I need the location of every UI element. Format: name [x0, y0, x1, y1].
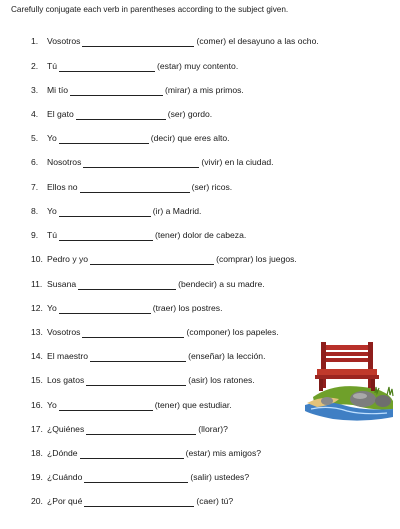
exercise-item [31, 156, 274, 168]
item-verb-prompt: (salir) ustedes? [190, 472, 250, 482]
exercise-item [31, 423, 228, 435]
item-number: 10. [31, 254, 43, 264]
item-number: 1. [31, 36, 39, 46]
item-subject: Vosotros [47, 36, 81, 46]
item-subject: Vosotros [47, 327, 81, 337]
item-verb-prompt: (ser) ricos. [191, 182, 233, 192]
exercise-item [31, 447, 261, 459]
answer-blank[interactable] [82, 328, 184, 338]
answer-blank[interactable] [59, 134, 149, 144]
answer-blank[interactable] [82, 37, 194, 47]
exercise-item [31, 60, 238, 72]
item-verb-prompt: (componer) los papeles. [186, 327, 279, 337]
item-subject: Pedro y yo [47, 254, 89, 264]
item-verb-prompt: (ser) gordo. [167, 109, 213, 119]
item-verb-prompt: (comer) el desayuno a las ocho. [196, 36, 319, 46]
item-number: 11. [31, 279, 43, 289]
exercise-item [31, 229, 246, 241]
answer-blank[interactable] [86, 425, 196, 435]
item-verb-prompt: (vivir) en la ciudad. [201, 157, 274, 167]
item-number: 7. [31, 182, 39, 192]
item-number: 17. [31, 424, 43, 434]
exercise-item [31, 253, 297, 265]
exercise-item [31, 181, 232, 193]
item-subject: Yo [47, 206, 57, 216]
item-number: 19. [31, 472, 43, 482]
item-verb-prompt: (estar) muy contento. [157, 61, 239, 71]
item-verb-prompt: (comprar) los juegos. [216, 254, 297, 264]
item-subject: Ellos no [47, 182, 78, 192]
item-subject: Tú [47, 61, 58, 71]
item-number: 20. [31, 496, 43, 506]
answer-blank[interactable] [84, 473, 188, 483]
item-subject: ¿Por qué [47, 496, 83, 506]
exercise-item [31, 326, 279, 338]
item-subject: ¿Quiénes [47, 424, 85, 434]
exercise-item [31, 374, 255, 386]
item-subject: ¿Dónde [47, 448, 78, 458]
answer-blank[interactable] [90, 352, 186, 362]
answer-blank[interactable] [70, 86, 163, 96]
item-number: 12. [31, 303, 43, 313]
instructions-text: Carefully conjugate each verb in parentheses according to the subject given. [11, 5, 289, 14]
item-number: 18. [31, 448, 43, 458]
item-number: 16. [31, 400, 43, 410]
item-number: 2. [31, 61, 39, 71]
answer-blank[interactable] [59, 231, 153, 241]
item-subject: ¿Cuándo [47, 472, 83, 482]
item-verb-prompt: (asir) los ratones. [188, 375, 255, 385]
exercise-item [31, 302, 222, 314]
item-number: 4. [31, 109, 39, 119]
park-bench-clipart [303, 339, 395, 423]
exercise-item [31, 350, 265, 362]
answer-blank[interactable] [78, 280, 176, 290]
exercise-item [31, 471, 249, 483]
item-verb-prompt: (traer) los postres. [152, 303, 223, 313]
answer-blank[interactable] [90, 255, 214, 265]
item-number: 5. [31, 133, 39, 143]
item-verb-prompt: (decir) que eres alto. [150, 133, 230, 143]
rock-left [321, 397, 333, 405]
item-subject: Tú [47, 230, 58, 240]
item-number: 15. [31, 375, 43, 385]
item-subject: Los gatos [47, 375, 85, 385]
rock-small [375, 395, 391, 407]
exercise-item [31, 205, 201, 217]
bench-icon [315, 342, 379, 391]
item-subject: Mi tío [47, 85, 69, 95]
item-number: 8. [31, 206, 39, 216]
item-subject: Yo [47, 400, 57, 410]
answer-blank[interactable] [59, 207, 151, 217]
exercise-item [31, 278, 265, 290]
answer-blank[interactable] [84, 497, 194, 507]
answer-blank[interactable] [59, 304, 151, 314]
answer-blank[interactable] [83, 158, 199, 168]
item-verb-prompt: (tener) dolor de cabeza. [155, 230, 247, 240]
item-verb-prompt: (ir) a Madrid. [152, 206, 202, 216]
item-verb-prompt: (estar) mis amigos? [185, 448, 262, 458]
item-verb-prompt: (enseñar) la lección. [188, 351, 266, 361]
item-verb-prompt: (mirar) a mis primos. [165, 85, 244, 95]
item-number: 9. [31, 230, 39, 240]
item-verb-prompt: (tener) que estudiar. [154, 400, 232, 410]
item-number: 3. [31, 85, 39, 95]
item-verb-prompt: (caer) tú? [196, 496, 234, 506]
item-number: 14. [31, 351, 43, 361]
answer-blank[interactable] [80, 449, 184, 459]
exercise-item [31, 35, 319, 47]
exercise-item [31, 399, 232, 411]
exercise-item [31, 495, 233, 507]
exercise-item [31, 84, 244, 96]
item-subject: Nosotros [47, 157, 82, 167]
item-verb-prompt: (bendecir) a su madre. [178, 279, 265, 289]
answer-blank[interactable] [59, 401, 153, 411]
answer-blank[interactable] [80, 183, 190, 193]
exercise-item [31, 108, 212, 120]
answer-blank[interactable] [86, 376, 186, 386]
item-subject: Yo [47, 303, 57, 313]
item-subject: Yo [47, 133, 57, 143]
answer-blank[interactable] [59, 62, 155, 72]
item-number: 6. [31, 157, 39, 167]
item-subject: Susana [47, 279, 77, 289]
item-number: 13. [31, 327, 43, 337]
item-subject: El gato [47, 109, 74, 119]
exercise-item [31, 132, 230, 144]
item-subject: El maestro [47, 351, 89, 361]
answer-blank[interactable] [76, 110, 166, 120]
item-verb-prompt: (llorar)? [198, 424, 228, 434]
